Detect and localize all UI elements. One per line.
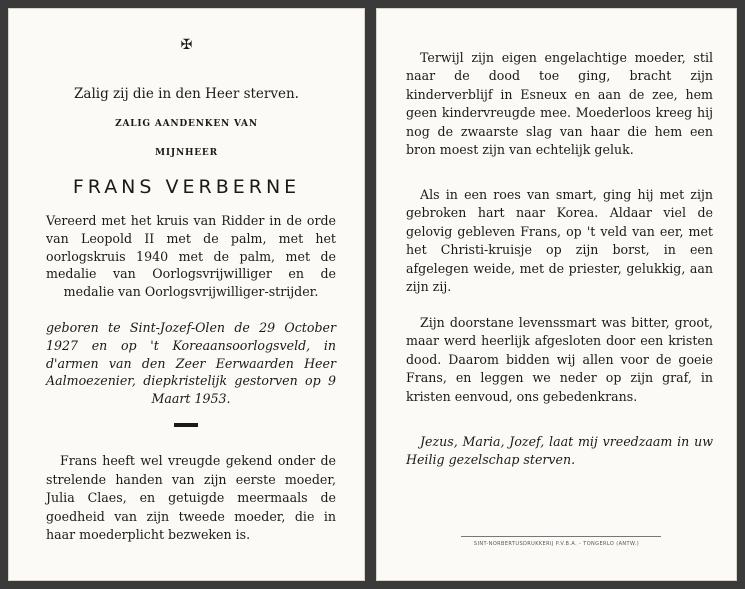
- right-paragraph-3: Zijn doorstane levenssmart was bitter, groot, maar werd heerlijk afgesloten door een kristen dood. Daarom bidden wij allen voor de goeie Frans, en leggen we neder op zijn graf, in kristen eenvoud, ons gebedenkrans.: [406, 315, 713, 404]
- motto: Zalig zij die in den Heer sterven.: [74, 86, 299, 102]
- deceased-name: FRANS VERBERNE: [72, 176, 301, 198]
- title-mijnheer: MIJNHEER: [155, 148, 218, 158]
- right-paragraph-1: Terwijl zijn eigen engelachtige moeder, stil naar de dood toe ging, bracht zijn kinderverblijf in Esneux en aan de zee, hem geen kindervreugde mee. Moederloos kreeg hij nog de zwaarste slag van haar die hem een bron moest zijn van echtelijk geluk.: [406, 50, 713, 158]
- family-paragraph: Frans heeft wel vreugde gekend onder de strelende handen van zijn eerste moeder, Julia Claes, en getuigde meermaals de goedheid van zijn tweede moeder, die in haar moederplicht bezweken is.: [46, 453, 336, 542]
- prayer: Jezus, Maria, Jozef, laat mij vreedzaam in uw Heilig gezelschap sterven.: [406, 434, 713, 468]
- honours-paragraph: Vereerd met het kruis van Ridder in de orde van Leopold II met de palm, met het oorlogskruis 1940 met de palm, met de medalie van Oorlogsvrijwilliger en de medalie van Oorlogsvrijwilliger-strijder.: [46, 213, 336, 300]
- birth-death-paragraph: geboren te Sint-Jozef-Olen de 29 October 1927 en op 't Koreaansoorlogsveld, in d'armen van den Zeer Eerwaarden Heer Aalmoezenier, diepkristelijk gestorven op 9 Maart 1953.: [46, 320, 336, 407]
- printer-credit: SINT-NORBERTUSDRUKKERIJ P.V.B.A. - TONGERLO (ANTW.): [473, 541, 640, 547]
- divider-bar: [174, 423, 198, 427]
- right-card-page: [376, 8, 737, 581]
- cross-icon: ✠: [180, 37, 193, 53]
- left-card-page: [8, 8, 365, 581]
- memory-heading: ZALIG AANDENKEN VAN: [115, 119, 258, 129]
- printer-rule: [461, 536, 661, 537]
- right-paragraph-2: Als in een roes van smart, ging hij met zijn gebroken hart naar Korea. Aldaar viel de gelovig gebleven Frans, op 't veld van eer, met het Christi-kruisje op zijn borst, in een afgelegen weide, met de priester, gelukkig, aan zijn zij.: [406, 187, 713, 295]
